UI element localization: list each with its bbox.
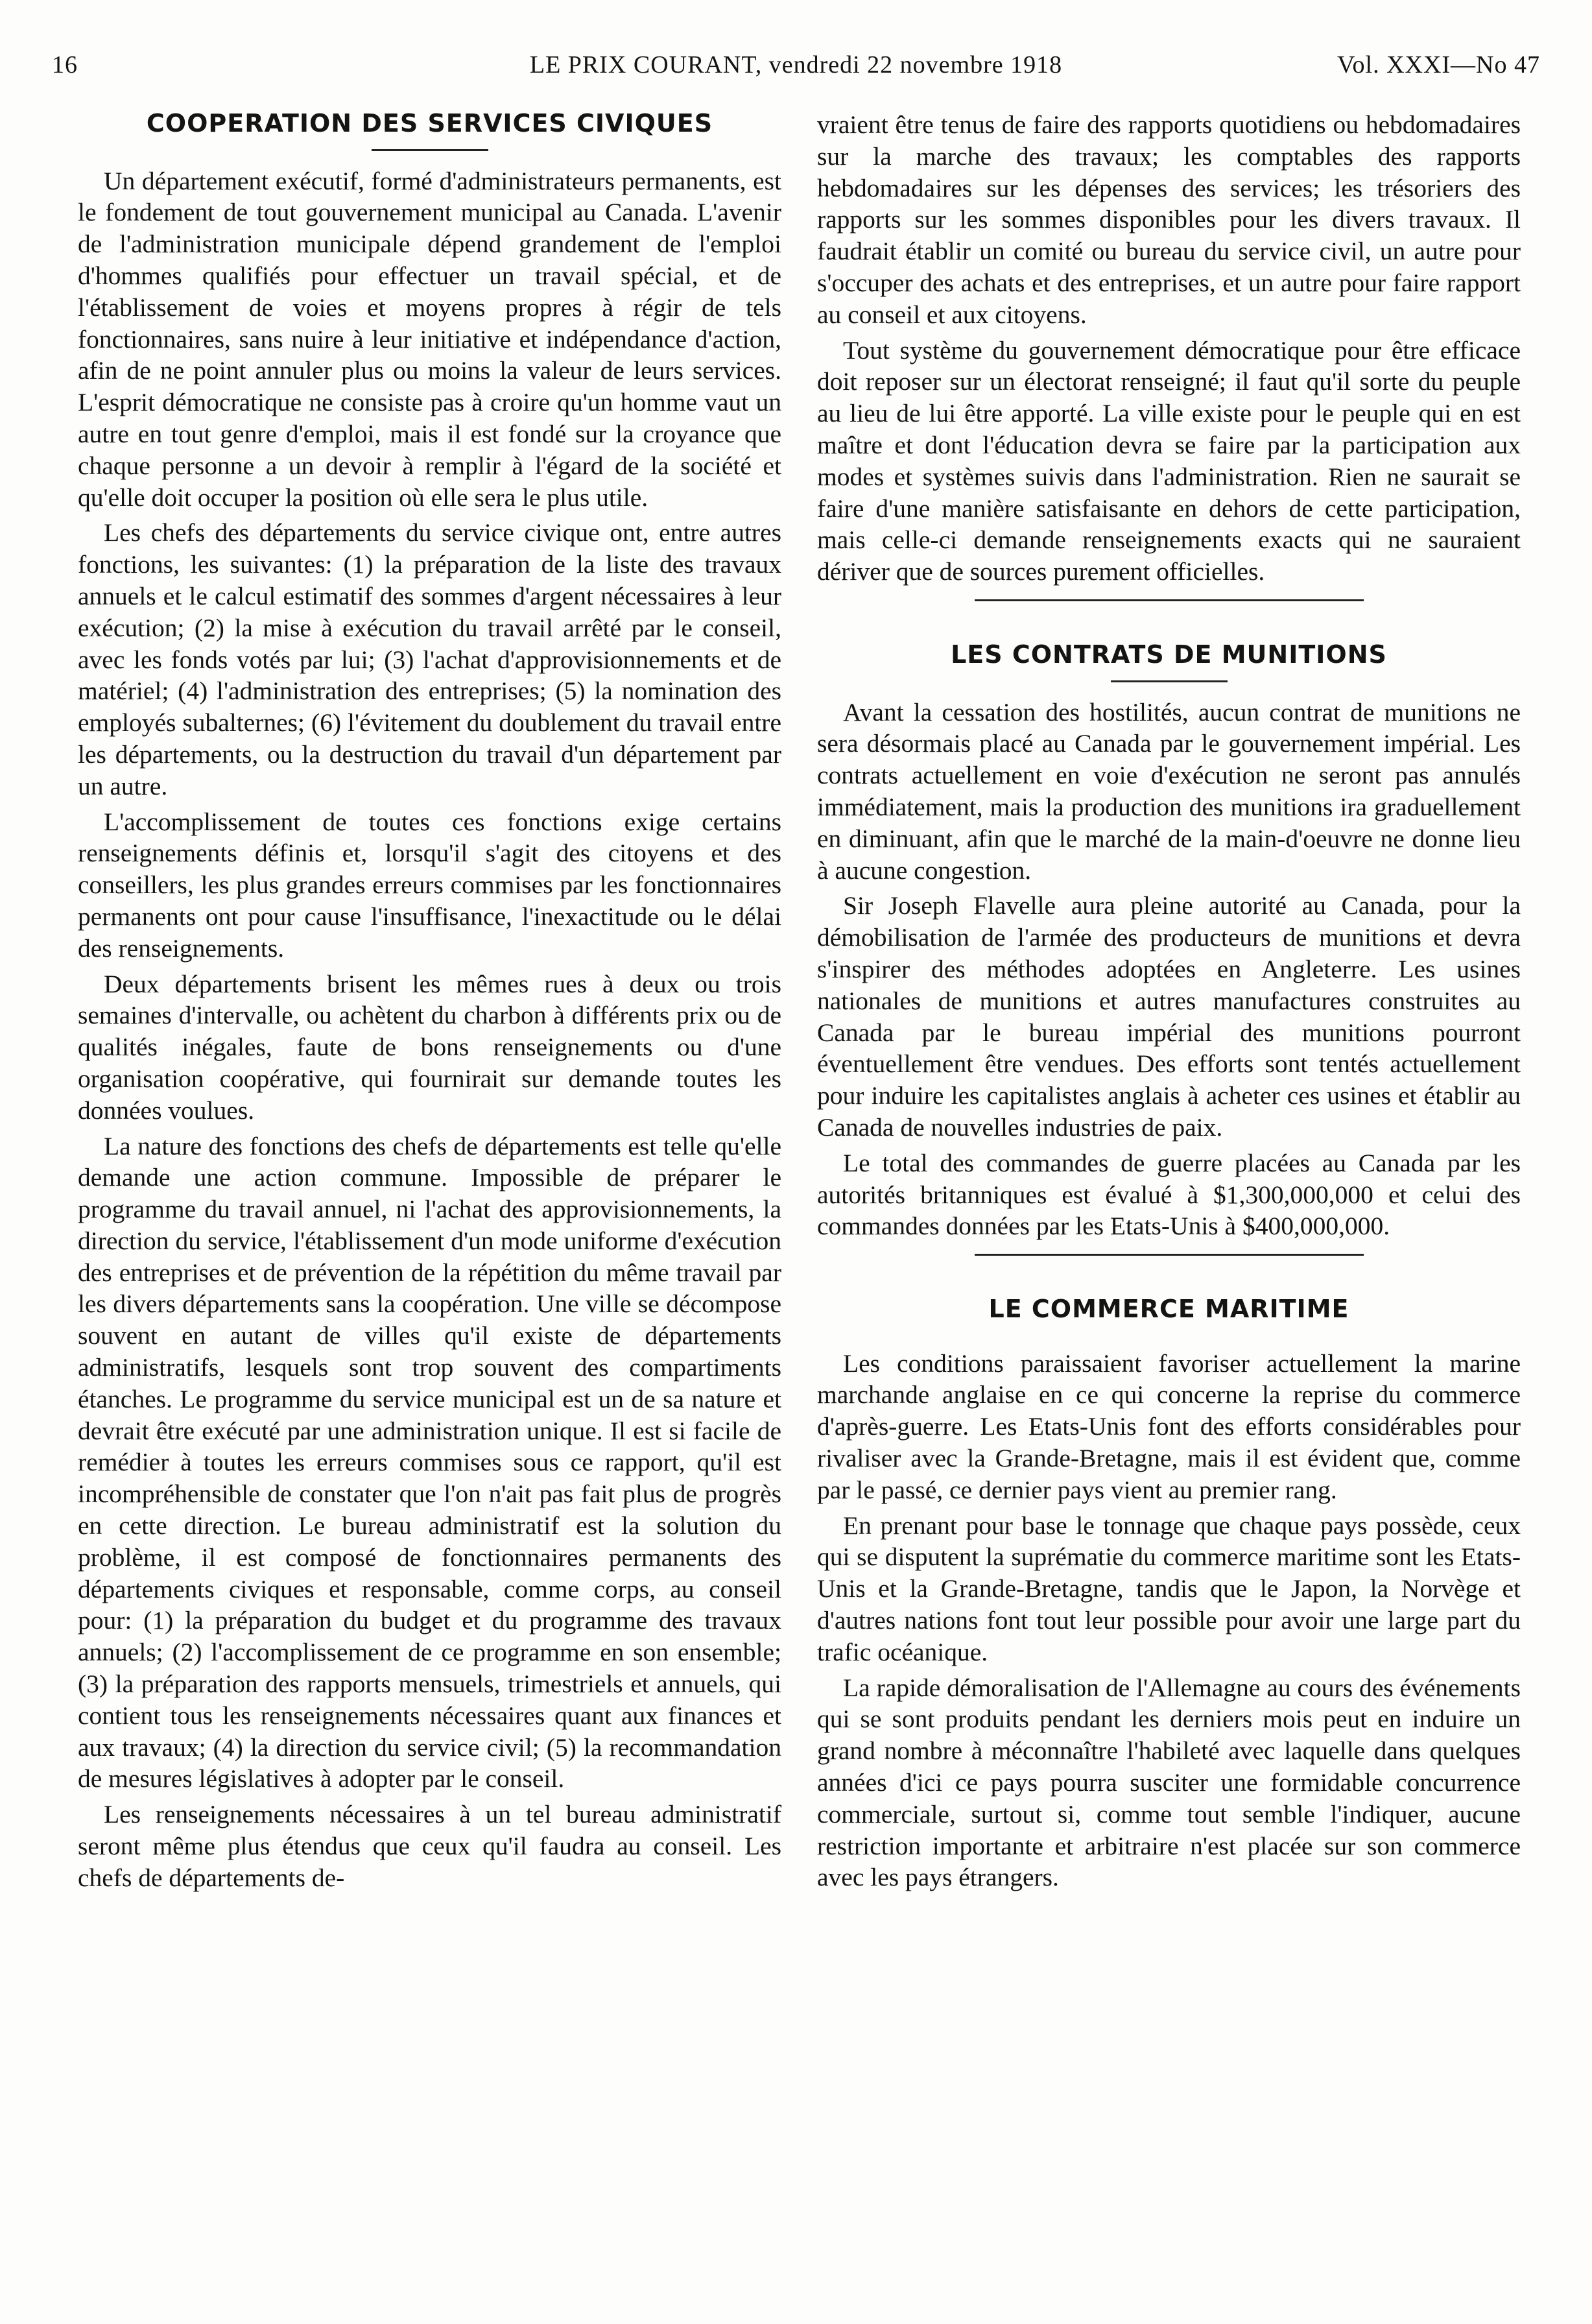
running-header <box>52 51 1540 87</box>
paragraph: La rapide démoralisation de l'Allemagne au cours des événements qui se sont produits pendant les derniers mois peut en induire un grand nombre à méconnaître l'habileté avec laquelle dans quelques années d'ici ce pays pourra susciter une formidable concurrence commerciale, surtout si, comme tout semble l'indiquer, aucune restriction importante et arbitraire n'est placée sur son commerce avec les pays étrangers. <box>817 1673 1521 1892</box>
paragraph: Un département exécutif, formé d'administrateurs permanents, est le fondement de tout gouvernement municipal au Canada. L'avenir de l'administration municipale dépend grandement de l'emploi d'hommes qualifiés pour effectuer un travail spécial, et de l'établissement de voies et moyens propres à régir de tels fonctionnaires, sans nuire à leur initiative et indépendance d'action, afin de ne point annuler plus ou moins la valeur de leurs services. L'esprit démocratique ne consiste pas à croire qu'un homme vaut un autre en tout genre d'emploi, mais il est fondé sur la croyance que chaque personne a un devoir à remplir à l'égard de la société et qu'elle doit occuper la position où elle sera le plus utile. <box>78 166 781 512</box>
paragraph: Les conditions paraissaient favoriser actuellement la marine marchande anglaise en ce qui concerne la reprise du commerce d'après-guerre. Les Etats-Unis font des efforts considérables pour rivaliser avec la Grande-Bretagne, mais il est évident que, comme par le passé, ce dernier pays vient au premier rang. <box>817 1348 1521 1504</box>
paragraph-continued: vraient être tenus de faire des rapports quotidiens ou hebdomadaires sur la marche des travaux; les comptables des rapports hebdomadaires sur les dépenses des services; les trésoriers des rapports sur les sommes disponibles pour les divers travaux. Il faudrait établir un comité ou bureau du service civil, un autre pour s'occuper des achats et des entreprises, et un autre pour faire rapport au conseil et aux citoyens. <box>817 110 1521 329</box>
title-rule <box>372 149 488 151</box>
paragraph: En prenant pour base le tonnage que chaque pays possède, ceux qui se disputent la suprématie du commerce maritime sont les Etats-Unis et la Grande-Bretagne, tandis que le Japon, la Norvège et d'autres nations font tout leur possible pour avoir une large part du trafic océanique. <box>817 1511 1521 1666</box>
journal-title: LE PRIX COURANT, vendredi 22 novembre 1918 <box>529 51 1063 78</box>
page-number: 16 <box>52 51 78 78</box>
article-title-cooperation: COOPERATION DES SERVICES CIVIQUES <box>146 109 713 138</box>
paragraph: Les renseignements nécessaires à un tel bureau administratif seront même plus étendus que ceux qu'il faudra au conseil. Les chefs de départements de- <box>78 1800 781 1892</box>
paragraph: Tout système du gouvernement démocratique pour être efficace doit reposer sur un électorat renseigné; il faut qu'il sorte du peuple au lieu de lui être apporté. La ville existe pour le peuple qui en est maître et dont l'éducation devra se faire par la participation aux modes et systèmes suivis dans l'administration. Rien ne saurait se faire d'une manière satisfaisante en dehors de cette participation, mais celle-ci demande renseignements exacts qui ne sauraient dériver que de sources purement officielles. <box>817 335 1521 586</box>
paragraph: Les chefs des départements du service civique ont, entre autres fonctions, les suivantes: (1) la préparation de la liste des travaux annuels et le calcul estimatif des sommes d'argent nécessaires à leur exécution; (2) la mise à exécution du travail arrêté par le conseil, avec les fonds votés par lui; (3) l'achat d'approvisionnements et de matériel; (4) l'administration des entreprises; (5) la nomination des employés subalternes; (6) l'évitement du doublement du travail entre les départements, ou la destruction du travail d'un département par un autre. <box>78 518 781 800</box>
left-column <box>78 109 781 1898</box>
title-rule <box>1111 680 1228 682</box>
right-column <box>817 109 1521 1897</box>
section-divider <box>975 1254 1364 1256</box>
volume-number: Vol. XXXI—No 47 <box>1337 51 1540 78</box>
paragraph: Sir Joseph Flavelle aura pleine autorité au Canada, pour la démobilisation de l'armée des producteurs de munitions et devra s'inspirer des méthodes adoptées en Angleterre. Les usines nationales de munitions et autres manufactures construites au Canada par le bureau impérial des munitions pourront éventuellement être vendues. Des efforts sont tentés actuellement pour induire les capitalistes anglais à acheter ces usines et établir au Canada de nouvelles industries de paix. <box>817 891 1521 1142</box>
article-title-commerce: LE COMMERCE MARITIME <box>988 1295 1349 1324</box>
paragraph: Deux départements brisent les mêmes rues à deux ou trois semaines d'intervalle, ou achètent du charbon à différents prix ou de qualités inégales, faute de bons renseignements ou d'une organisation coopérative, qui fournirait sur demande toutes les données voulues. <box>78 969 781 1125</box>
section-divider <box>975 599 1364 601</box>
paragraph: La nature des fonctions des chefs de départements est telle qu'elle demande une action commune. Impossible de préparer le programme du travail annuel, ni l'achat des approvisionnements, la direction du service, l'établissement d'un mode uniforme d'exécution des entreprises et de prévention de la répétition du même travail par les divers départements sans la coopération. Une ville se décompose souvent en autant de villes qu'il existe de départements administratifs, lesquels sont trop souvent des compartiments étanches. Le programme du service municipal est un de sa nature et devrait être exécuté par une administration unique. Il est si facile de remédier à toutes les erreurs commises sous ce rapport, qu'il est incompréhensible de constater que l'on n'ait pas fait plus de progrès en cette direction. Le bureau administratif est la solution du problème, il est composé de fonctionnaires permanents des départements civiques et responsable, comme corps, au conseil pour: (1) la préparation du budget et du programme des travaux annuels; (2) l'accomplissement de ce programme en son ensemble; (3) la préparation des rapports mensuels, trimestriels et annuels, qui contient tous les renseignements nécessaires quant aux finances et aux travaux; (4) la direction du service civil; (5) la recommandation de mesures législatives à adopter par le conseil. <box>78 1131 781 1793</box>
article-title-munitions: LES CONTRATS DE MUNITIONS <box>951 640 1387 669</box>
paragraph: L'accomplissement de toutes ces fonctions exige certains renseignements définis et, lorsqu'il s'agit des citoyens et des conseillers, les plus grandes erreurs commises par les fonctionnaires permanents ont pour cause l'insuffisance, l'inexactitude ou le délai des renseignements. <box>78 807 781 963</box>
paragraph: Avant la cessation des hostilités, aucun contrat de munitions ne sera désormais placé au Canada par le gouvernement impérial. Les contrats actuellement en voie d'exécution ne seront pas annulés immédiatement, mais la production des munitions ira graduellement en diminuant, afin que le marché de la main-d'oeuvre ne donne lieu à aucune congestion. <box>817 697 1521 885</box>
paragraph: Le total des commandes de guerre placées au Canada par les autorités britanniques est évalué à $1,300,000,000 et celui des commandes données par les Etats-Unis à $400,000,000. <box>817 1148 1521 1241</box>
title-gap <box>817 1324 1521 1348</box>
